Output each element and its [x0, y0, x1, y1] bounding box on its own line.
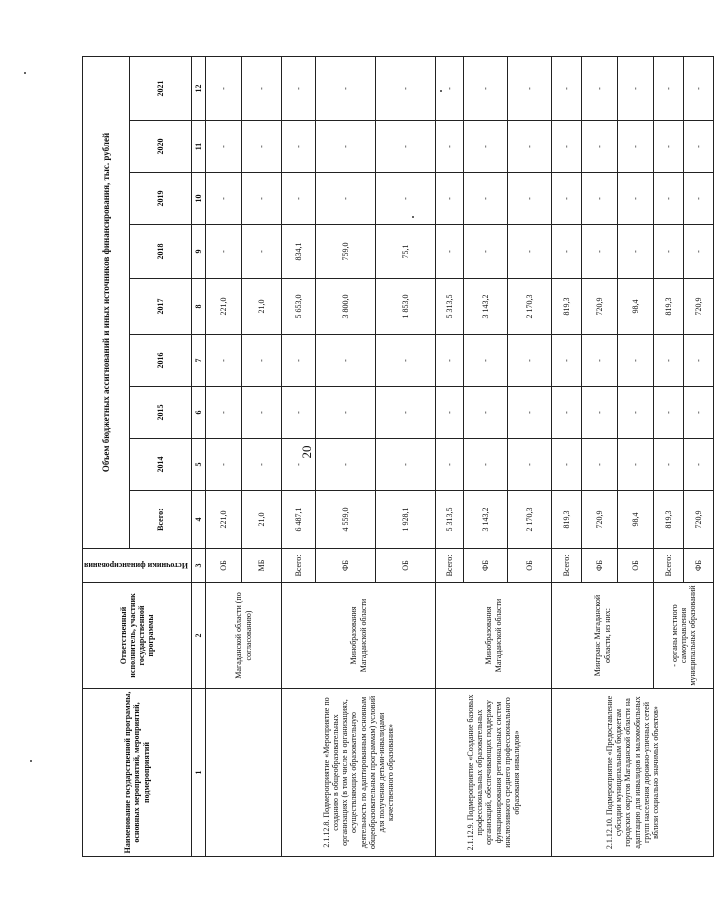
year-value-cell: -	[618, 56, 654, 120]
year-value-cell: -	[242, 225, 282, 279]
year-value-cell: -	[206, 335, 242, 387]
total-value-cell: 720,9	[684, 491, 714, 549]
year-value-cell: -	[618, 173, 654, 225]
budget-table	[82, 56, 714, 857]
funding-source-cell: ОБ	[618, 549, 654, 583]
year-value-cell: -	[282, 439, 316, 491]
year-value-cell: -	[618, 439, 654, 491]
year-value-cell: -	[582, 121, 618, 173]
year-value-cell: -	[582, 387, 618, 439]
year-value-cell: -	[242, 439, 282, 491]
header-year: 2019	[129, 173, 191, 225]
header-total: Всего:	[129, 491, 191, 549]
header-year: 2018	[129, 225, 191, 279]
total-value-cell: 2 170,3	[508, 491, 552, 549]
year-value-cell: -	[508, 121, 552, 173]
page-number: 20	[299, 445, 314, 459]
year-value-cell: -	[316, 121, 376, 173]
year-value-cell: -	[316, 439, 376, 491]
year-value-cell: -	[316, 335, 376, 387]
executor-cell: Минтранс Магаданской области, из них:	[552, 583, 654, 689]
year-value-cell: -	[582, 335, 618, 387]
funding-source-cell: Всего:	[654, 549, 684, 583]
year-value-cell: -	[582, 225, 618, 279]
header-year: 2020	[129, 121, 191, 173]
year-value-cell: -	[654, 56, 684, 120]
column-number: 7	[192, 335, 206, 387]
table-row	[282, 56, 316, 856]
year-value-cell: -	[282, 335, 316, 387]
year-value-cell: -	[242, 121, 282, 173]
funding-source-cell: Всего:	[282, 549, 316, 583]
year-value-cell: 834,1	[282, 225, 316, 279]
column-number: 2	[192, 583, 206, 689]
year-value-cell: -	[654, 173, 684, 225]
scan-speck	[24, 72, 26, 74]
funding-source-cell: Всего:	[436, 549, 464, 583]
year-value-cell: -	[684, 225, 714, 279]
executor-cell: Магаданской области (по согласованию)	[206, 583, 282, 689]
measure-name-cell: 2.1.12.8. Подмероприятие «Мероприятие по созданию в общеобразовательных организациях (в том числе в организациях, осуществляющих образовательную деятельность по адаптированным основным общеобразовательным программам) условий для получения детьми-инвалидами качественного образования»	[282, 689, 436, 857]
year-value-cell: -	[464, 225, 508, 279]
funding-source-cell: ОБ	[206, 549, 242, 583]
year-value-cell: -	[582, 439, 618, 491]
year-value-cell: -	[654, 335, 684, 387]
header-year: 2014	[129, 439, 191, 491]
year-value-cell: -	[206, 56, 242, 120]
header-year: 2021	[129, 56, 191, 120]
header-year: 2015	[129, 387, 191, 439]
year-value-cell: -	[654, 387, 684, 439]
total-value-cell: 221,0	[206, 491, 242, 549]
header-source-label: Источники финансирования	[84, 561, 188, 571]
year-value-cell: -	[206, 387, 242, 439]
year-value-cell: 2 170,3	[508, 279, 552, 335]
year-value-cell: -	[552, 121, 582, 173]
year-value-cell: -	[508, 225, 552, 279]
year-value-cell: -	[436, 121, 464, 173]
funding-source-cell: ФБ	[316, 549, 376, 583]
year-value-cell: -	[316, 387, 376, 439]
year-value-cell: -	[684, 335, 714, 387]
column-number: 1	[192, 689, 206, 857]
year-value-cell: -	[436, 387, 464, 439]
year-value-cell: 221,0	[206, 279, 242, 335]
column-number: 6	[192, 387, 206, 439]
year-value-cell: 1 853,0	[376, 279, 436, 335]
total-value-cell: 98,4	[618, 491, 654, 549]
year-value-cell: -	[464, 121, 508, 173]
column-number: 5	[192, 439, 206, 491]
year-value-cell: -	[376, 439, 436, 491]
year-value-cell: 720,9	[684, 279, 714, 335]
column-number: 3	[192, 549, 206, 583]
year-value-cell: -	[618, 121, 654, 173]
header-executor: Ответственный исполнитель, участник государственной программы	[83, 583, 192, 689]
year-value-cell: -	[376, 56, 436, 120]
table-row	[552, 56, 582, 856]
column-number: 9	[192, 225, 206, 279]
year-value-cell: -	[282, 387, 316, 439]
year-value-cell: -	[376, 121, 436, 173]
year-value-cell: -	[376, 173, 436, 225]
year-value-cell: -	[654, 439, 684, 491]
year-value-cell: 5 653,0	[282, 279, 316, 335]
header-source	[83, 549, 192, 583]
rotated-budget-table	[82, 57, 704, 857]
year-value-cell: -	[618, 387, 654, 439]
funding-source-cell: ОБ	[376, 549, 436, 583]
year-value-cell: -	[552, 387, 582, 439]
year-value-cell: -	[654, 225, 684, 279]
measure-name-cell: 2.1.12.9. Подмероприятие «Создание базовых профессиональных образовательных организаций, обеспечивающих поддержку функционирования региональных систем инклюзивного среднего профессионального образования инвалидов»	[436, 689, 552, 857]
year-value-cell: 759,0	[316, 225, 376, 279]
year-value-cell: -	[552, 225, 582, 279]
total-value-cell: 720,9	[582, 491, 618, 549]
year-value-cell: -	[582, 56, 618, 120]
year-value-cell: -	[242, 335, 282, 387]
year-value-cell: -	[242, 56, 282, 120]
year-value-cell: -	[508, 173, 552, 225]
year-value-cell: -	[684, 387, 714, 439]
column-number: 8	[192, 279, 206, 335]
year-value-cell: -	[376, 387, 436, 439]
year-value-cell: -	[206, 225, 242, 279]
year-value-cell: -	[206, 121, 242, 173]
column-number: 12	[192, 56, 206, 120]
funding-source-cell: ФБ	[684, 549, 714, 583]
year-value-cell: -	[618, 225, 654, 279]
year-value-cell: -	[552, 439, 582, 491]
year-value-cell: -	[464, 173, 508, 225]
total-value-cell: 819,3	[654, 491, 684, 549]
year-value-cell: -	[618, 335, 654, 387]
column-number: 10	[192, 173, 206, 225]
year-value-cell: -	[376, 335, 436, 387]
year-value-cell: 75,1	[376, 225, 436, 279]
measure-name-cell: 2.1.12.10. Подмероприятие «Предоставление субсидии муниципальным бюджетам городских округов Магаданской области на адаптацию для инвалидов и маломобильных групп населения дорожно-уличных сетей вблизи социально значимых объектов»	[552, 689, 714, 857]
year-value-cell: -	[464, 56, 508, 120]
total-value-cell: 1 928,1	[376, 491, 436, 549]
total-value-cell: 6 487,1	[282, 491, 316, 549]
year-value-cell: -	[436, 439, 464, 491]
measure-name-cell	[206, 689, 282, 857]
year-value-cell: 21,0	[242, 279, 282, 335]
table-row	[206, 56, 242, 856]
total-value-cell: 3 143,2	[464, 491, 508, 549]
year-value-cell: -	[684, 173, 714, 225]
year-value-cell: -	[552, 173, 582, 225]
year-value-cell: -	[282, 121, 316, 173]
header-program-name: Наименование государственной программы, основных мероприятий, мероприятий, подмероприятий	[83, 689, 192, 857]
year-value-cell: -	[206, 173, 242, 225]
year-value-cell: -	[552, 335, 582, 387]
funding-source-cell: ФБ	[464, 549, 508, 583]
header-year: 2016	[129, 335, 191, 387]
year-value-cell: -	[684, 56, 714, 120]
scan-speck	[30, 760, 32, 762]
column-number-row	[192, 56, 206, 856]
year-value-cell: -	[464, 387, 508, 439]
column-number: 11	[192, 121, 206, 173]
funding-source-cell: ФБ	[582, 549, 618, 583]
executor-cell: - органы местного самоуправления муниципальных образований	[654, 583, 714, 689]
year-value-cell: -	[552, 56, 582, 120]
year-value-cell: -	[282, 173, 316, 225]
year-value-cell: -	[508, 387, 552, 439]
year-value-cell: -	[436, 173, 464, 225]
year-value-cell: -	[282, 56, 316, 120]
total-value-cell: 819,3	[552, 491, 582, 549]
year-value-cell: -	[436, 225, 464, 279]
year-value-cell: 819,3	[654, 279, 684, 335]
year-value-cell: -	[316, 56, 376, 120]
year-value-cell: -	[684, 121, 714, 173]
year-value-cell: 3 800,0	[316, 279, 376, 335]
year-value-cell: -	[206, 439, 242, 491]
year-value-cell: -	[582, 173, 618, 225]
year-value-cell: 819,3	[552, 279, 582, 335]
table-row	[436, 56, 464, 856]
year-value-cell: -	[464, 439, 508, 491]
year-value-cell: 98,4	[618, 279, 654, 335]
year-value-cell: -	[316, 173, 376, 225]
year-value-cell: -	[508, 335, 552, 387]
header-funding-group: Объем бюджетных ассигнований и иных источников финансирования, тыс. рублей	[83, 56, 130, 548]
column-number: 4	[192, 491, 206, 549]
total-value-cell: 21,0	[242, 491, 282, 549]
year-value-cell: 720,9	[582, 279, 618, 335]
year-value-cell: -	[508, 56, 552, 120]
total-value-cell: 4 559,0	[316, 491, 376, 549]
year-value-cell: 3 143,2	[464, 279, 508, 335]
total-value-cell: 5 313,5	[436, 491, 464, 549]
year-value-cell: -	[436, 335, 464, 387]
year-value-cell: 5 313,5	[436, 279, 464, 335]
year-value-cell: -	[464, 335, 508, 387]
year-value-cell: -	[242, 173, 282, 225]
year-value-cell: -	[436, 56, 464, 120]
funding-source-cell: ОБ	[508, 549, 552, 583]
year-value-cell: -	[654, 121, 684, 173]
funding-source-cell: Всего:	[552, 549, 582, 583]
executor-cell: Минобразования Магаданской области	[282, 583, 436, 689]
year-value-cell: -	[684, 439, 714, 491]
year-value-cell: -	[508, 439, 552, 491]
executor-cell: Минобразования Магаданской области	[436, 583, 552, 689]
header-year: 2017	[129, 279, 191, 335]
funding-source-cell: МБ	[242, 549, 282, 583]
year-value-cell: -	[242, 387, 282, 439]
